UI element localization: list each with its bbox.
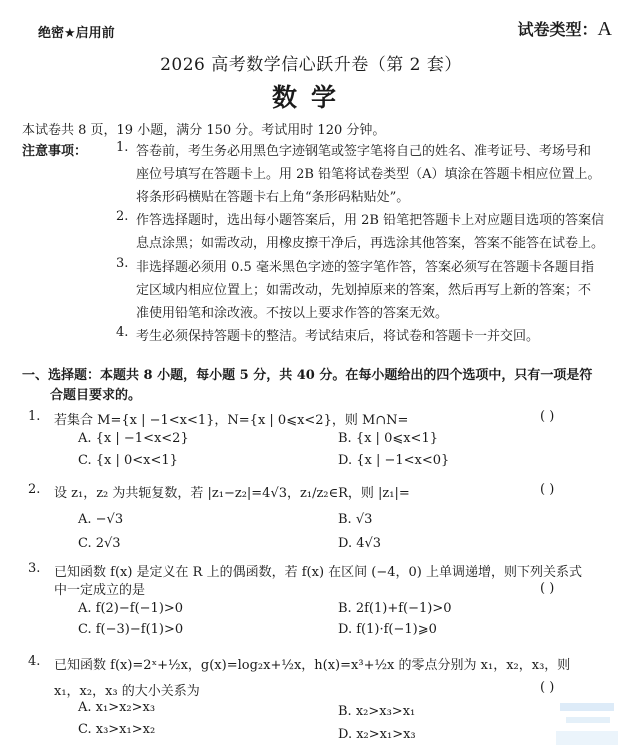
option-b: B. {x | 0⩽x<1} [338,431,438,446]
paper-type [518,17,612,41]
exam-title: 2026 高考数学信心跃升卷（第 2 套） [160,55,462,75]
note-line: 准使用铅笔和涂改液。不按以上要求作答的答案无效。 [136,306,449,321]
question-number: 1. [28,409,41,424]
question-number: 3. [28,561,41,576]
note-number: 4. [116,325,129,340]
exam-intro: 本试卷共 8 页，19 小题，满分 150 分。考试用时 120 分钟。 [22,123,386,138]
question-stem: 设 z₁，z₂ 为共轭复数，若 |z₁−z₂|=4√3，z₁/z₂∈R，则 |z₁|= [54,486,410,501]
option-b: B. 2f(1)+f(−1)>0 [338,601,452,616]
option-a: A. {x | −1<x<2} [78,431,189,446]
section-heading: 一、选择题：本题共 8 小题，每小题 5 分，共 40 分。在每小题给出的四个选项中，只有一项是符 [22,368,593,383]
answer-blank: ( ) [540,680,555,695]
paper-type-label: 试卷类型： [517,20,598,39]
note-number: 1. [116,140,129,155]
option-a: A. f(2)−f(−1)>0 [78,601,184,616]
option-b: B. x₂>x₃>x₁ [338,704,416,719]
question-stem: 已知函数 f(x) 是定义在 R 上的偶函数，若 f(x) 在区间 (−4，0) 上单调递增，则下列关系式 [54,565,582,580]
question-stem-cont: 中一定成立的是 [54,583,146,598]
note-line: 将条形码横贴在答题卡右上角“条形码粘贴处”。 [136,190,410,205]
note-line: 作答选择题时，选出每小题答案后，用 2B 铅笔把答题卡上对应题目选项的答案信 [136,213,605,228]
option-d: D. x₂>x₁>x₃ [338,727,416,742]
note-line: 非选择题必须用 0.5 毫米黑色字迹的签字笔作答，答案必须写在答题卡各题目指 [136,260,594,275]
answer-blank: ( ) [540,409,555,424]
paper-type-value: A [597,18,612,40]
watermark-graphic [552,693,622,753]
option-d: D. 4√3 [338,536,382,551]
question-number: 4. [28,654,41,669]
answer-blank: ( ) [540,581,555,596]
option-a: A. x₁>x₂>x₃ [78,700,156,715]
notes-label: 注意事项： [22,144,88,159]
section-heading-cont: 合题目要求的。 [50,388,142,403]
answer-blank: ( ) [540,482,555,497]
option-c: C. f(−3)−f(1)>0 [78,622,184,637]
option-c: C. {x | 0<x<1} [78,453,178,468]
option-a: A. −√3 [78,512,124,527]
option-c: C. 2√3 [78,536,121,551]
note-line: 息点涂黑；如需改动，用橡皮擦干净后，再选涂其他答案，答案不能答在试卷上。 [136,236,605,251]
option-d: D. f(1)·f(−1)⩾0 [338,622,437,637]
note-line: 定区域内相应位置上；如需改动，先划掉原来的答案，然后再写上新的答案；不 [136,283,592,298]
note-line: 座位号填写在答题卡上。用 2B 铅笔将试卷类型（A）填涂在答题卡相应位置上。 [136,167,601,182]
question-stem: 已知函数 f(x)=2ˣ+½x，g(x)=log₂x+½x，h(x)=x³+½x 的零点分别为 x₁，x₂，x₃，则 [54,658,571,673]
note-number: 2. [116,209,129,224]
question-stem-cont: x₁，x₂，x₃ 的大小关系为 [54,684,200,699]
secret-label: 绝密★启用前 [38,26,115,41]
subject-heading: 数学 [271,83,350,112]
question-number: 2. [28,482,41,497]
note-number: 3. [116,256,129,271]
option-d: D. {x | −1<x<0} [338,453,450,468]
note-line: 考生必须保持答题卡的整洁。考试结束后，将试卷和答题卡一并交回。 [136,329,540,344]
question-stem: 若集合 M={x | −1<x<1}，N={x | 0⩽x<2}，则 M∩N= [54,413,409,428]
option-b: B. √3 [338,512,373,527]
option-c: C. x₃>x₁>x₂ [78,722,156,737]
note-line: 答卷前，考生务必用黑色字迹钢笔或签字笔将自己的姓名、准考证号、考场号和 [136,144,592,159]
